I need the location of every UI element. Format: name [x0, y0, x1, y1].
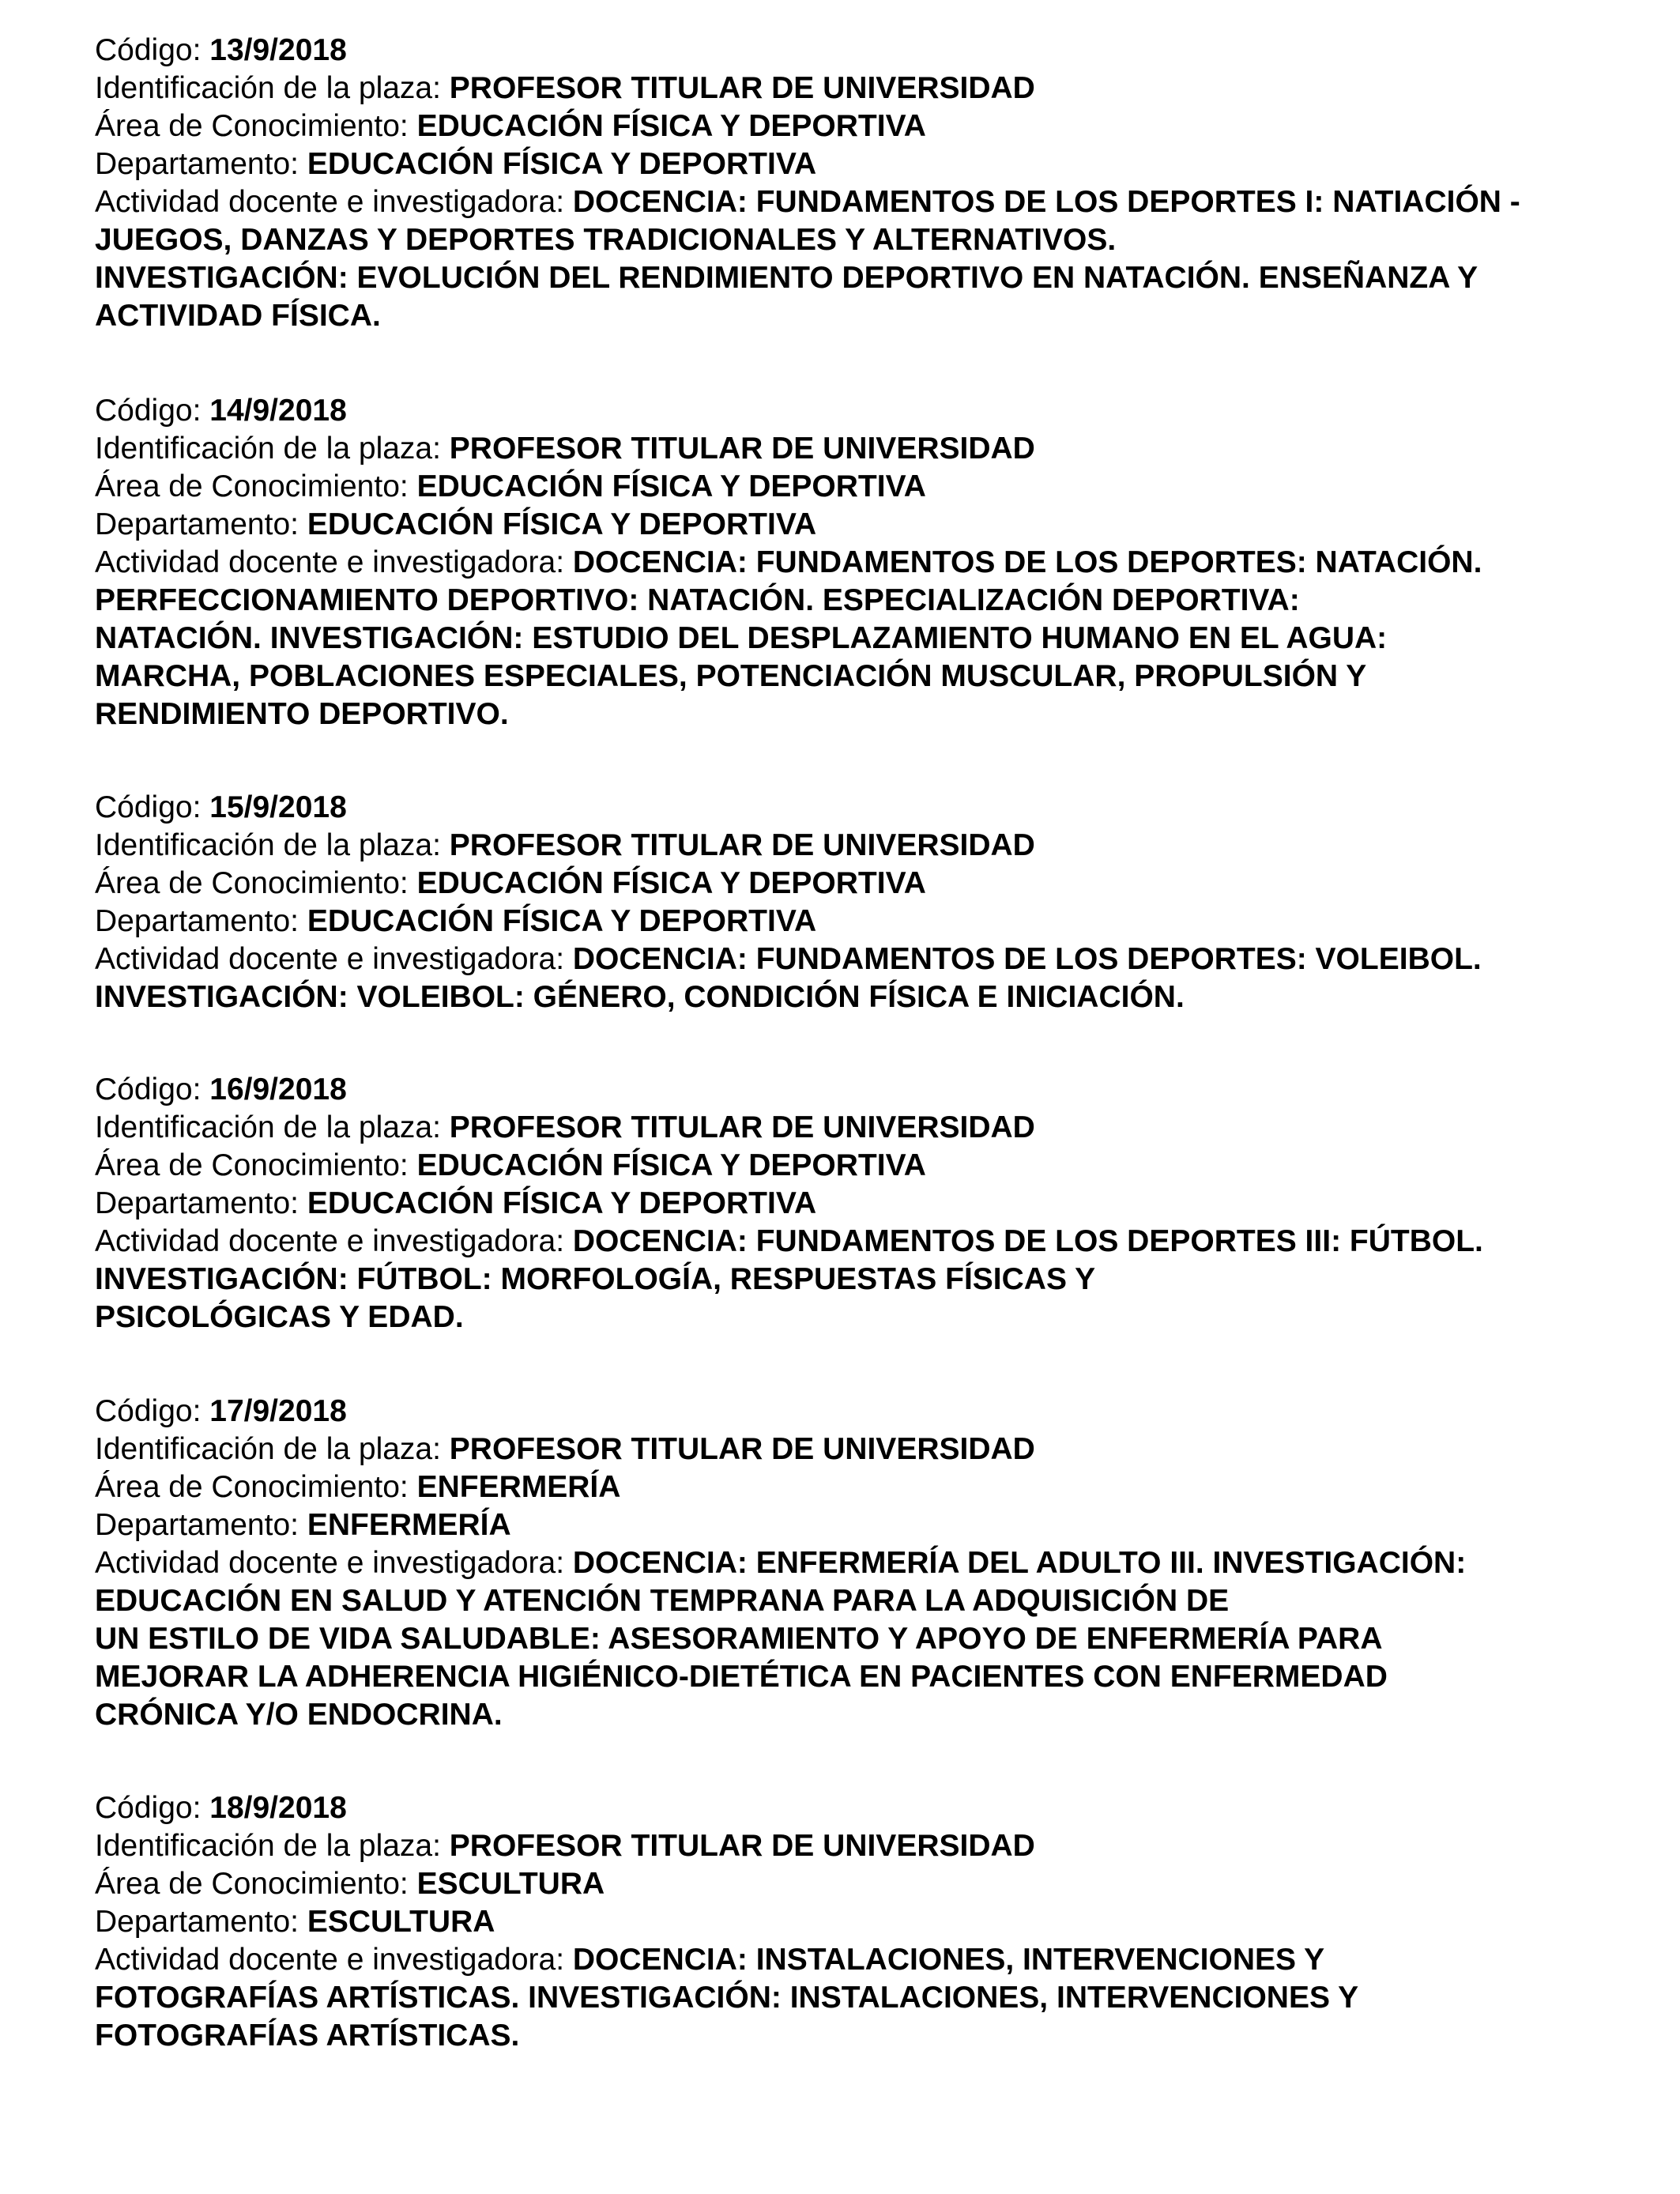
codigo-label: Código:: [95, 33, 210, 67]
codigo-label: Código:: [95, 790, 210, 824]
ident-line: [95, 1109, 1628, 1147]
ident-label: Identificación de la plaza:: [95, 432, 450, 466]
act-text: RENDIMIENTO DEPORTIVO.: [95, 697, 509, 731]
codigo-value: 13/9/2018: [209, 33, 347, 67]
act-text: UN ESTILO DE VIDA SALUDABLE: ASESORAMIENTO Y APOYO DE ENFERMERÍA PARA: [95, 1622, 1383, 1656]
ident-value: PROFESOR TITULAR DE UNIVERSIDAD: [449, 71, 1035, 105]
act-text: JUEGOS, DANZAS Y DEPORTES TRADICIONALES Y ALTERNATIVOS.: [95, 223, 1117, 257]
depto-line: [95, 1185, 1628, 1223]
depto-label: Departamento:: [95, 507, 307, 541]
act-text: PSICOLÓGICAS Y EDAD.: [95, 1300, 464, 1334]
ident-value: PROFESOR TITULAR DE UNIVERSIDAD: [449, 1110, 1035, 1144]
act-text: DOCENCIA: FUNDAMENTOS DE LOS DEPORTES III: FÚTBOL.: [572, 1224, 1483, 1258]
act-text: INVESTIGACIÓN: VOLEIBOL: GÉNERO, CONDICIÓN FÍSICA E INICIACIÓN.: [95, 980, 1185, 1014]
codigo-label: Código:: [95, 1791, 210, 1825]
codigo-line: [95, 1393, 1628, 1431]
act-text: DOCENCIA: ENFERMERÍA DEL ADULTO III. INVESTIGACIÓN:: [572, 1546, 1467, 1580]
ident-line: [95, 827, 1628, 865]
ident-label: Identificación de la plaza:: [95, 1110, 450, 1144]
depto-label: Departamento:: [95, 147, 307, 181]
depto-line: [95, 145, 1628, 183]
act-text: FOTOGRAFÍAS ARTÍSTICAS. INVESTIGACIÓN: INSTALACIONES, INTERVENCIONES Y: [95, 1981, 1359, 2015]
area-value: EDUCACIÓN FÍSICA Y DEPORTIVA: [416, 866, 926, 900]
act-text: EDUCACIÓN EN SALUD Y ATENCIÓN TEMPRANA PARA LA ADQUISICIÓN DE: [95, 1584, 1230, 1618]
act-text: ACTIVIDAD FÍSICA.: [95, 299, 381, 333]
area-line: [95, 1147, 1628, 1185]
ident-label: Identificación de la plaza:: [95, 828, 450, 862]
depto-value: EDUCACIÓN FÍSICA Y DEPORTIVA: [307, 507, 817, 541]
area-label: Área de Conocimiento:: [95, 1470, 417, 1504]
ident-line: [95, 1827, 1628, 1865]
act-line: [95, 1544, 1628, 1582]
act-line: [95, 1223, 1628, 1261]
area-line: [95, 107, 1628, 145]
area-value: EDUCACIÓN FÍSICA Y DEPORTIVA: [416, 109, 926, 143]
act-line: [95, 941, 1628, 978]
plaza-entry: [95, 1393, 1628, 1734]
codigo-value: 16/9/2018: [209, 1072, 347, 1106]
codigo-value: 15/9/2018: [209, 790, 347, 824]
codigo-line: [95, 789, 1628, 827]
area-line: [95, 468, 1628, 506]
act-text: INVESTIGACIÓN: FÚTBOL: MORFOLOGÍA, RESPUESTAS FÍSICAS Y: [95, 1262, 1096, 1296]
depto-value: ESCULTURA: [307, 1905, 495, 1939]
act-label: Actividad docente e investigadora:: [95, 1943, 573, 1977]
depto-value: EDUCACIÓN FÍSICA Y DEPORTIVA: [307, 147, 817, 181]
codigo-value: 14/9/2018: [209, 394, 347, 428]
ident-label: Identificación de la plaza:: [95, 1829, 450, 1863]
codigo-label: Código:: [95, 1072, 210, 1106]
area-label: Área de Conocimiento:: [95, 1148, 417, 1182]
area-label: Área de Conocimiento:: [95, 1867, 417, 1901]
act-text: NATACIÓN. INVESTIGACIÓN: ESTUDIO DEL DESPLAZAMIENTO HUMANO EN EL AGUA:: [95, 621, 1388, 655]
ident-value: PROFESOR TITULAR DE UNIVERSIDAD: [449, 828, 1035, 862]
depto-line: [95, 1903, 1628, 1941]
codigo-line: [95, 32, 1628, 70]
area-value: EDUCACIÓN FÍSICA Y DEPORTIVA: [416, 1148, 926, 1182]
ident-label: Identificación de la plaza:: [95, 1432, 450, 1466]
act-line: [95, 1941, 1628, 1979]
depto-line: [95, 1506, 1628, 1544]
plaza-entry: [95, 1071, 1628, 1336]
plaza-entry: [95, 1789, 1628, 2055]
act-text: PERFECCIONAMIENTO DEPORTIVO: NATACIÓN. ESPECIALIZACIÓN DEPORTIVA:: [95, 583, 1300, 617]
ident-value: PROFESOR TITULAR DE UNIVERSIDAD: [449, 1432, 1035, 1466]
act-text: INVESTIGACIÓN: EVOLUCIÓN DEL RENDIMIENTO DEPORTIVO EN NATACIÓN. ENSEÑANZA Y: [95, 261, 1478, 295]
act-label: Actividad docente e investigadora:: [95, 1224, 573, 1258]
codigo-line: [95, 1789, 1628, 1827]
act-line: [95, 183, 1628, 221]
area-label: Área de Conocimiento:: [95, 866, 417, 900]
act-text: MEJORAR LA ADHERENCIA HIGIÉNICO-DIETÉTICA EN PACIENTES CON ENFERMEDAD: [95, 1660, 1388, 1694]
plaza-entry: [95, 392, 1628, 733]
depto-line: [95, 506, 1628, 544]
area-label: Área de Conocimiento:: [95, 109, 417, 143]
depto-label: Departamento:: [95, 904, 307, 938]
codigo-label: Código:: [95, 394, 210, 428]
area-line: [95, 1468, 1628, 1506]
depto-value: EDUCACIÓN FÍSICA Y DEPORTIVA: [307, 904, 817, 938]
act-label: Actividad docente e investigadora:: [95, 545, 573, 579]
depto-line: [95, 903, 1628, 941]
act-text: DOCENCIA: INSTALACIONES, INTERVENCIONES Y: [572, 1943, 1325, 1977]
codigo-line: [95, 1071, 1628, 1109]
act-text: DOCENCIA: FUNDAMENTOS DE LOS DEPORTES: VOLEIBOL.: [572, 942, 1482, 976]
codigo-line: [95, 392, 1628, 430]
act-text: FOTOGRAFÍAS ARTÍSTICAS.: [95, 2019, 520, 2053]
area-value: ESCULTURA: [416, 1867, 605, 1901]
act-line: [95, 544, 1628, 582]
act-label: Actividad docente e investigadora:: [95, 942, 573, 976]
area-value: EDUCACIÓN FÍSICA Y DEPORTIVA: [416, 469, 926, 503]
ident-value: PROFESOR TITULAR DE UNIVERSIDAD: [449, 432, 1035, 466]
plaza-entry: [95, 789, 1628, 1016]
codigo-label: Código:: [95, 1394, 210, 1428]
act-text: DOCENCIA: FUNDAMENTOS DE LOS DEPORTES I: NATIACIÓN -: [572, 185, 1520, 219]
area-line: [95, 1865, 1628, 1903]
act-text: DOCENCIA: FUNDAMENTOS DE LOS DEPORTES: NATACIÓN.: [572, 545, 1482, 579]
depto-label: Departamento:: [95, 1905, 307, 1939]
depto-value: EDUCACIÓN FÍSICA Y DEPORTIVA: [307, 1186, 817, 1220]
ident-line: [95, 430, 1628, 468]
act-text: CRÓNICA Y/O ENDOCRINA.: [95, 1698, 503, 1732]
act-text: MARCHA, POBLACIONES ESPECIALES, POTENCIACIÓN MUSCULAR, PROPULSIÓN Y: [95, 659, 1367, 693]
area-value: ENFERMERÍA: [416, 1470, 621, 1504]
ident-value: PROFESOR TITULAR DE UNIVERSIDAD: [449, 1829, 1035, 1863]
codigo-value: 17/9/2018: [209, 1394, 347, 1428]
area-label: Área de Conocimiento:: [95, 469, 417, 503]
codigo-value: 18/9/2018: [209, 1791, 347, 1825]
plaza-entry: [95, 32, 1628, 335]
depto-label: Departamento:: [95, 1186, 307, 1220]
act-label: Actividad docente e investigadora:: [95, 185, 573, 219]
depto-value: ENFERMERÍA: [307, 1508, 511, 1542]
ident-line: [95, 70, 1628, 107]
depto-label: Departamento:: [95, 1508, 307, 1542]
ident-line: [95, 1431, 1628, 1468]
act-label: Actividad docente e investigadora:: [95, 1546, 573, 1580]
area-line: [95, 865, 1628, 903]
ident-label: Identificación de la plaza:: [95, 71, 450, 105]
